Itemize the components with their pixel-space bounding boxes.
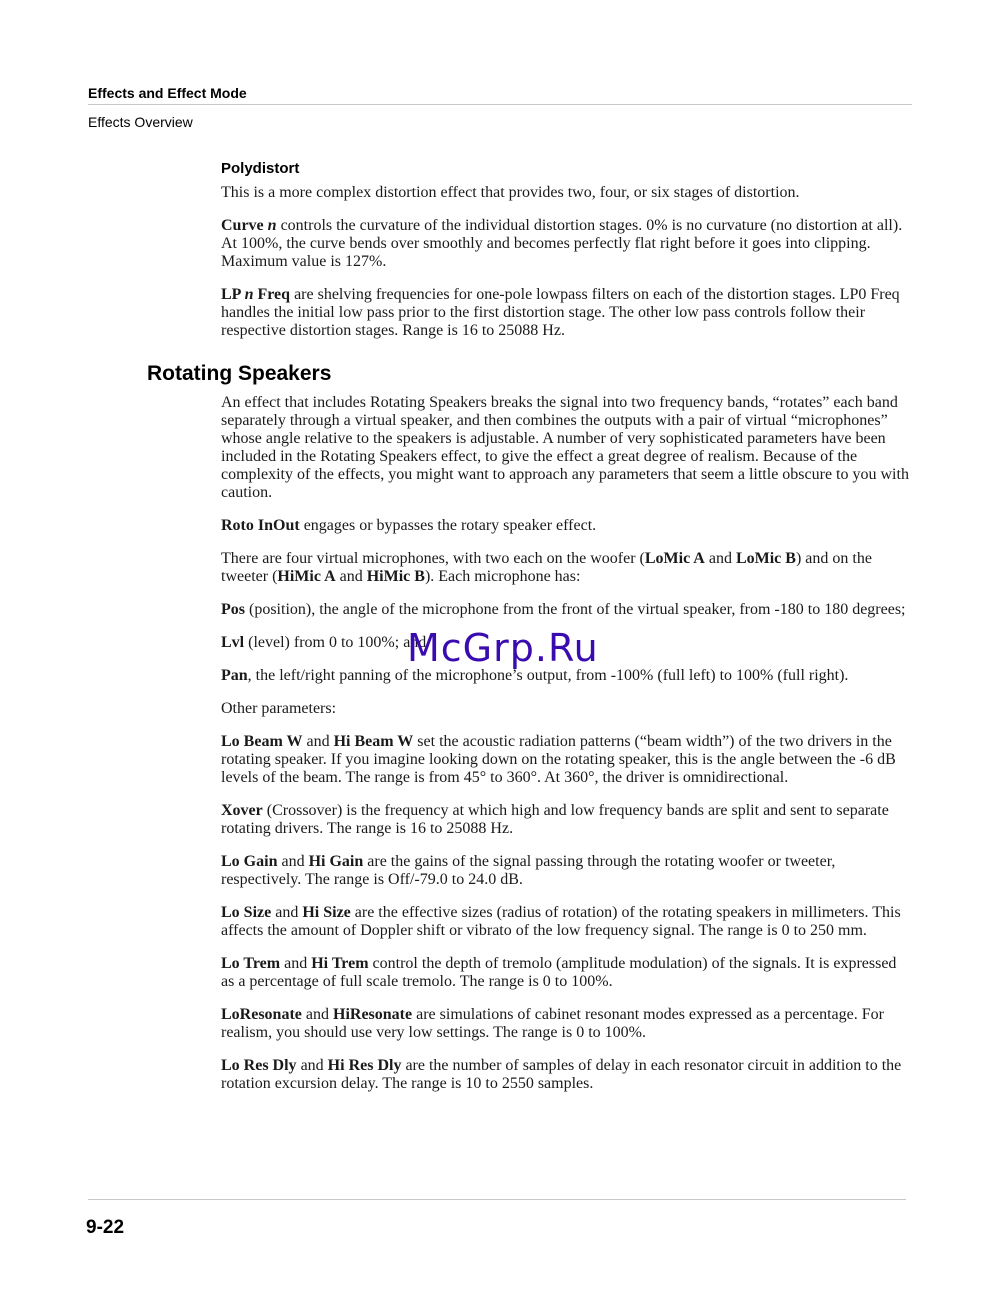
mics-and-2: and [335, 568, 367, 585]
size-and: and [271, 904, 303, 921]
gain-paragraph [221, 853, 913, 889]
pos-term: Pos [221, 601, 245, 618]
himic-b-term: HiMic B [366, 568, 425, 585]
polydistort-intro: This is a more complex distortion effect that provides two, four, or six stages of distortion. [221, 184, 800, 201]
lomic-b-term: LoMic B [735, 550, 796, 567]
rotating-speakers-heading: Rotating Speakers [147, 362, 332, 385]
running-header-chapter: Effects and Effect Mode [88, 85, 247, 101]
xover-paragraph [221, 802, 913, 838]
trem-paragraph [221, 955, 913, 991]
resonate-description: are simulations of cabinet resonant modes expressed as a percentage. For realism, you should use very low settings. The range is 0 to 100%. [221, 1006, 884, 1041]
lvl-term: Lvl [221, 634, 245, 651]
lp-freq-paragraph [221, 286, 913, 340]
himic-a-term: HiMic A [277, 568, 336, 585]
curve-term-text: Curve [221, 217, 268, 234]
curve-paragraph [221, 217, 913, 271]
lp-term-text-b: Freq [253, 286, 291, 303]
running-header-section: Effects Overview [88, 114, 193, 130]
mics-text-a: There are four virtual microphones, with two each on the woofer ( [221, 550, 645, 567]
hi-size-term: Hi Size [302, 904, 351, 921]
roto-inout-paragraph [221, 517, 913, 535]
hi-res-dly-term: Hi Res Dly [327, 1057, 402, 1074]
pan-term: Pan [221, 667, 248, 684]
size-description: are the effective sizes (radius of rotation) of the rotating speakers in millimeters. This affects the amount of Doppler shift or vibrato of the low frequency signal. The range is 0 to 250 mm. [221, 904, 901, 939]
other-parameters-paragraph: Other parameters: [221, 700, 337, 717]
beam-paragraph [221, 733, 913, 787]
res-dly-paragraph [221, 1057, 913, 1093]
size-paragraph [221, 904, 913, 940]
pos-paragraph [221, 601, 913, 619]
lvl-description: (level) from 0 to 100%; and [244, 634, 427, 651]
header-divider [88, 104, 912, 105]
roto-inout-description: engages or bypasses the rotary speaker effect. [299, 517, 597, 534]
lo-trem-term: Lo Trem [221, 955, 281, 972]
rotating-intro: An effect that includes Rotating Speakers breaks the signal into two frequency bands, “rotates” each band separately through a virtual speaker, and then combines the outputs with a pair of virtual “microphones” whose angle relative to the speakers is adjustable. A number of very sophisticated parameters have been included in the Rotating Speakers effect, to give the effect a great degree of realism. Because of the complexity of the effects, you might want to approach any parameters that seem a little obscure to you with caution. [221, 394, 909, 501]
lp-term-n: n [244, 286, 254, 303]
lo-size-term: Lo Size [221, 904, 272, 921]
microphones-paragraph [221, 550, 913, 586]
hi-trem-term: Hi Trem [311, 955, 369, 972]
mics-text-c: ). Each microphone has: [424, 568, 581, 585]
hi-gain-term: Hi Gain [308, 853, 364, 870]
footer-divider [88, 1199, 906, 1200]
curve-term-n: n [267, 217, 277, 234]
lp-freq-term [221, 286, 290, 303]
lo-resonate-term: LoResonate [221, 1006, 302, 1023]
mics-and-1: and [704, 550, 736, 567]
xover-description: (Crossover) is the frequency at which high and low frequency bands are split and sent to separate rotating drivers. The range is 16 to 25088 Hz. [221, 802, 889, 837]
gain-description: are the gains of the signal passing through the rotating woofer or tweeter, respectively. The range is Off/-79.0 to 24.0 dB. [221, 853, 836, 888]
watermark-logo: McGrp.Ru [407, 626, 599, 670]
roto-inout-term: Roto InOut [221, 517, 300, 534]
hi-beam-term: Hi Beam W [333, 733, 414, 750]
resonate-and: and [301, 1006, 333, 1023]
pan-description: , the left/right panning of the microphone’s output, from -100% (full left) to 100% (full right). [247, 667, 849, 684]
curve-term [221, 217, 277, 234]
hi-resonate-term: HiResonate [333, 1006, 413, 1023]
lo-beam-term: Lo Beam W [221, 733, 303, 750]
trem-description: control the depth of tremolo (amplitude modulation) of the signals. It is expressed as a percentage of full scale tremolo. The range is 0 to 100%. [221, 955, 897, 990]
gain-and: and [277, 853, 309, 870]
res-dly-description: are the number of samples of delay in each resonator circuit in addition to the rotation excursion delay. The range is 10 to 2550 samples. [221, 1057, 902, 1092]
trem-and: and [280, 955, 312, 972]
mics-text-b: ) and on the tweeter ( [221, 550, 872, 585]
lo-res-dly-term: Lo Res Dly [221, 1057, 297, 1074]
page-number: 9-22 [86, 1217, 125, 1238]
lo-gain-term: Lo Gain [221, 853, 278, 870]
lp-term-text-a: LP [221, 286, 245, 303]
res-dly-and: and [296, 1057, 328, 1074]
curve-description: controls the curvature of the individual distortion stages. 0% is no curvature (no distortion at all). At 100%, the curve bends over smoothly and becomes perfectly flat right before it goes into clipping. Maximum value is 127%. [221, 217, 903, 270]
beam-and: and [302, 733, 334, 750]
lomic-a-term: LoMic A [644, 550, 705, 567]
lp-freq-description: are shelving frequencies for one-pole lowpass filters on each of the distortion stages. LP0 Freq handles the initial low pass prior to the first distortion stage. The other low pass controls follow their respective distortion stages. Range is 16 to 25088 Hz. [221, 286, 900, 339]
polydistort-heading: Polydistort [221, 160, 300, 177]
resonate-paragraph [221, 1006, 913, 1042]
xover-term: Xover [221, 802, 263, 819]
beam-description: set the acoustic radiation patterns (“beam width”) of the two drivers in the rotating speaker. If you imagine looking down on the rotating speaker, this is the angle between the -6 dB levels of the beam. The range is from 45° to 360°. At 360°, the driver is omnidirectional. [221, 733, 896, 786]
pos-description: (position), the angle of the microphone from the front of the virtual speaker, from -180 to 180 degrees; [245, 601, 906, 618]
